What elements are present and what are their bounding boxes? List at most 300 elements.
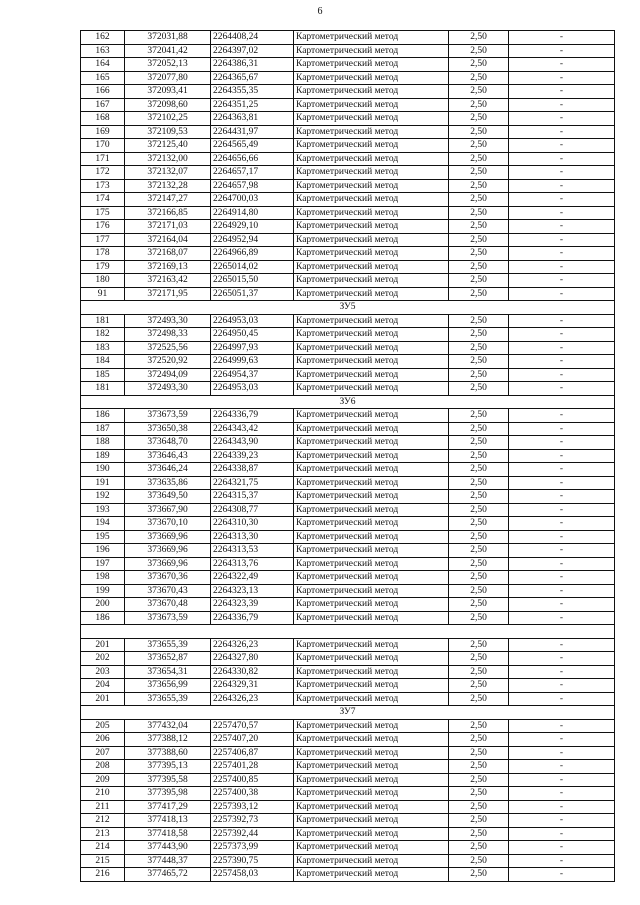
accuracy-cell: 2,50 — [449, 206, 509, 220]
section-header-row — [81, 395, 615, 409]
y-coordinate-cell: 2264330,82 — [211, 665, 294, 679]
accuracy-cell: 2,50 — [449, 692, 509, 706]
x-coordinate-cell: 377443,90 — [125, 841, 211, 855]
method-cell: Картометрический метод — [294, 125, 449, 139]
y-coordinate-cell: 2264953,03 — [211, 382, 294, 396]
accuracy-cell: 2,50 — [449, 530, 509, 544]
table-row — [81, 503, 615, 517]
method-cell: Картометрический метод — [294, 463, 449, 477]
note-cell: - — [509, 449, 615, 463]
point-number-cell: 164 — [81, 58, 125, 72]
x-coordinate-cell: 372493,30 — [125, 314, 211, 328]
table-row — [81, 125, 615, 139]
y-coordinate-cell: 2257401,28 — [211, 760, 294, 774]
note-cell: - — [509, 827, 615, 841]
note-cell: - — [509, 220, 615, 234]
table-row — [81, 166, 615, 180]
x-coordinate-cell: 373669,96 — [125, 557, 211, 571]
table-row — [81, 827, 615, 841]
accuracy-cell: 2,50 — [449, 611, 509, 625]
point-number-cell: 192 — [81, 490, 125, 504]
point-number-cell: 216 — [81, 868, 125, 882]
accuracy-cell: 2,50 — [449, 787, 509, 801]
note-cell: - — [509, 841, 615, 855]
note-cell: - — [509, 260, 615, 274]
table-row — [81, 463, 615, 477]
table-row — [81, 152, 615, 166]
x-coordinate-cell: 373670,43 — [125, 584, 211, 598]
note-cell: - — [509, 557, 615, 571]
table-row — [81, 854, 615, 868]
x-coordinate-cell: 373646,43 — [125, 449, 211, 463]
note-cell: - — [509, 355, 615, 369]
y-coordinate-cell: 2264321,75 — [211, 476, 294, 490]
point-number-cell: 202 — [81, 652, 125, 666]
x-coordinate-cell: 372041,42 — [125, 44, 211, 58]
note-cell: - — [509, 733, 615, 747]
note-cell: - — [509, 665, 615, 679]
note-cell: - — [509, 247, 615, 261]
method-cell: Картометрический метод — [294, 854, 449, 868]
accuracy-cell: 2,50 — [449, 719, 509, 733]
accuracy-cell: 2,50 — [449, 314, 509, 328]
note-cell: - — [509, 328, 615, 342]
method-cell: Картометрический метод — [294, 503, 449, 517]
x-coordinate-cell: 372166,85 — [125, 206, 211, 220]
table-row — [81, 58, 615, 72]
note-cell: - — [509, 719, 615, 733]
table-row — [81, 287, 615, 301]
accuracy-cell: 2,50 — [449, 571, 509, 585]
x-coordinate-cell: 377465,72 — [125, 868, 211, 882]
note-cell: - — [509, 490, 615, 504]
table-row — [81, 274, 615, 288]
x-coordinate-cell: 377418,58 — [125, 827, 211, 841]
table-row — [81, 841, 615, 855]
accuracy-cell: 2,50 — [449, 382, 509, 396]
accuracy-cell: 2,50 — [449, 584, 509, 598]
point-number-cell: 171 — [81, 152, 125, 166]
method-cell: Картометрический метод — [294, 436, 449, 450]
point-number-cell: 203 — [81, 665, 125, 679]
y-coordinate-cell: 2264313,53 — [211, 544, 294, 558]
accuracy-cell: 2,50 — [449, 490, 509, 504]
y-coordinate-cell: 2264322,49 — [211, 571, 294, 585]
table-row — [81, 760, 615, 774]
accuracy-cell: 2,50 — [449, 841, 509, 855]
x-coordinate-cell: 377448,37 — [125, 854, 211, 868]
method-cell: Картометрический метод — [294, 773, 449, 787]
table-row — [81, 247, 615, 261]
method-cell: Картометрический метод — [294, 58, 449, 72]
table-row — [81, 85, 615, 99]
accuracy-cell: 2,50 — [449, 638, 509, 652]
accuracy-cell: 2,50 — [449, 773, 509, 787]
x-coordinate-cell: 372132,07 — [125, 166, 211, 180]
x-coordinate-cell: 377395,58 — [125, 773, 211, 787]
y-coordinate-cell: 2264657,17 — [211, 166, 294, 180]
point-number-cell: 201 — [81, 638, 125, 652]
method-cell: Картометрический метод — [294, 719, 449, 733]
y-coordinate-cell: 2264999,63 — [211, 355, 294, 369]
point-number-cell: 214 — [81, 841, 125, 855]
y-coordinate-cell: 2257470,57 — [211, 719, 294, 733]
x-coordinate-cell: 377395,13 — [125, 760, 211, 774]
point-number-cell: 190 — [81, 463, 125, 477]
method-cell: Картометрический метод — [294, 247, 449, 261]
accuracy-cell: 2,50 — [449, 274, 509, 288]
x-coordinate-cell: 377395,98 — [125, 787, 211, 801]
note-cell: - — [509, 800, 615, 814]
method-cell: Картометрический метод — [294, 220, 449, 234]
point-number-cell: 188 — [81, 436, 125, 450]
method-cell: Картометрический метод — [294, 71, 449, 85]
x-coordinate-cell: 372498,33 — [125, 328, 211, 342]
point-number-cell: 212 — [81, 814, 125, 828]
method-cell: Картометрический метод — [294, 85, 449, 99]
accuracy-cell: 2,50 — [449, 652, 509, 666]
point-number-cell: 181 — [81, 382, 125, 396]
y-coordinate-cell: 2264953,03 — [211, 314, 294, 328]
note-cell: - — [509, 476, 615, 490]
x-coordinate-cell: 372163,42 — [125, 274, 211, 288]
table-row — [81, 31, 615, 45]
method-cell: Картометрический метод — [294, 152, 449, 166]
accuracy-cell: 2,50 — [449, 679, 509, 693]
x-coordinate-cell: 373667,90 — [125, 503, 211, 517]
section-header-row — [81, 625, 615, 639]
method-cell: Картометрический метод — [294, 584, 449, 598]
y-coordinate-cell: 2264952,94 — [211, 233, 294, 247]
point-number-cell: 177 — [81, 233, 125, 247]
method-cell: Картометрический метод — [294, 571, 449, 585]
method-cell: Картометрический метод — [294, 692, 449, 706]
table-row — [81, 436, 615, 450]
x-coordinate-cell: 372147,27 — [125, 193, 211, 207]
y-coordinate-cell: 2264408,24 — [211, 31, 294, 45]
table-row — [81, 220, 615, 234]
method-cell: Картометрический метод — [294, 166, 449, 180]
note-cell: - — [509, 98, 615, 112]
x-coordinate-cell: 372109,53 — [125, 125, 211, 139]
table-row — [81, 233, 615, 247]
y-coordinate-cell: 2264700,03 — [211, 193, 294, 207]
note-cell: - — [509, 517, 615, 531]
note-cell: - — [509, 233, 615, 247]
point-number-cell: 91 — [81, 287, 125, 301]
section-title: ЗУ7 — [81, 706, 615, 720]
accuracy-cell: 2,50 — [449, 125, 509, 139]
note-cell: - — [509, 166, 615, 180]
note-cell: - — [509, 314, 615, 328]
method-cell: Картометрический метод — [294, 598, 449, 612]
y-coordinate-cell: 2264323,39 — [211, 598, 294, 612]
point-number-cell: 179 — [81, 260, 125, 274]
table-row — [81, 679, 615, 693]
accuracy-cell: 2,50 — [449, 557, 509, 571]
x-coordinate-cell: 372132,00 — [125, 152, 211, 166]
accuracy-cell: 2,50 — [449, 800, 509, 814]
point-number-cell: 173 — [81, 179, 125, 193]
table-row — [81, 328, 615, 342]
point-number-cell: 180 — [81, 274, 125, 288]
accuracy-cell: 2,50 — [449, 247, 509, 261]
accuracy-cell: 2,50 — [449, 814, 509, 828]
point-number-cell: 191 — [81, 476, 125, 490]
y-coordinate-cell: 2257393,12 — [211, 800, 294, 814]
accuracy-cell: 2,50 — [449, 854, 509, 868]
y-coordinate-cell: 2264954,37 — [211, 368, 294, 382]
point-number-cell: 178 — [81, 247, 125, 261]
note-cell: - — [509, 58, 615, 72]
accuracy-cell: 2,50 — [449, 220, 509, 234]
note-cell: - — [509, 530, 615, 544]
coordinates-table — [80, 30, 615, 882]
table-row — [81, 773, 615, 787]
point-number-cell: 186 — [81, 611, 125, 625]
method-cell: Картометрический метод — [294, 328, 449, 342]
point-number-cell: 183 — [81, 341, 125, 355]
table-row — [81, 611, 615, 625]
y-coordinate-cell: 2264351,25 — [211, 98, 294, 112]
note-cell: - — [509, 760, 615, 774]
x-coordinate-cell: 372164,04 — [125, 233, 211, 247]
method-cell: Картометрический метод — [294, 733, 449, 747]
method-cell: Картометрический метод — [294, 382, 449, 396]
accuracy-cell: 2,50 — [449, 760, 509, 774]
note-cell: - — [509, 422, 615, 436]
accuracy-cell: 2,50 — [449, 503, 509, 517]
x-coordinate-cell: 373669,96 — [125, 530, 211, 544]
point-number-cell: 174 — [81, 193, 125, 207]
x-coordinate-cell: 372031,88 — [125, 31, 211, 45]
table-row — [81, 112, 615, 126]
accuracy-cell: 2,50 — [449, 436, 509, 450]
y-coordinate-cell: 2264363,81 — [211, 112, 294, 126]
point-number-cell: 182 — [81, 328, 125, 342]
accuracy-cell: 2,50 — [449, 368, 509, 382]
y-coordinate-cell: 2264343,42 — [211, 422, 294, 436]
y-coordinate-cell: 2264329,31 — [211, 679, 294, 693]
x-coordinate-cell: 373656,99 — [125, 679, 211, 693]
table-row — [81, 746, 615, 760]
x-coordinate-cell: 373670,10 — [125, 517, 211, 531]
x-coordinate-cell: 373655,39 — [125, 638, 211, 652]
point-number-cell: 205 — [81, 719, 125, 733]
table-row — [81, 409, 615, 423]
y-coordinate-cell: 2257400,38 — [211, 787, 294, 801]
note-cell: - — [509, 598, 615, 612]
point-number-cell: 198 — [81, 571, 125, 585]
accuracy-cell: 2,50 — [449, 193, 509, 207]
x-coordinate-cell: 373646,24 — [125, 463, 211, 477]
x-coordinate-cell: 377388,60 — [125, 746, 211, 760]
y-coordinate-cell: 2264326,23 — [211, 638, 294, 652]
page-number: 6 — [317, 6, 323, 17]
x-coordinate-cell: 373669,96 — [125, 544, 211, 558]
accuracy-cell: 2,50 — [449, 152, 509, 166]
method-cell: Картометрический метод — [294, 287, 449, 301]
table-row — [81, 490, 615, 504]
point-number-cell: 200 — [81, 598, 125, 612]
note-cell: - — [509, 112, 615, 126]
point-number-cell: 204 — [81, 679, 125, 693]
accuracy-cell: 2,50 — [449, 449, 509, 463]
table-row — [81, 368, 615, 382]
note-cell: - — [509, 139, 615, 153]
y-coordinate-cell: 2264355,35 — [211, 85, 294, 99]
y-coordinate-cell: 2264343,90 — [211, 436, 294, 450]
point-number-cell: 196 — [81, 544, 125, 558]
method-cell: Картометрический метод — [294, 652, 449, 666]
x-coordinate-cell: 372171,03 — [125, 220, 211, 234]
y-coordinate-cell: 2257392,73 — [211, 814, 294, 828]
section-title: ЗУ5 — [81, 301, 615, 315]
table-row — [81, 800, 615, 814]
table-row — [81, 44, 615, 58]
point-number-cell: 211 — [81, 800, 125, 814]
method-cell: Картометрический метод — [294, 841, 449, 855]
method-cell: Картометрический метод — [294, 274, 449, 288]
method-cell: Картометрический метод — [294, 422, 449, 436]
y-coordinate-cell: 2264339,23 — [211, 449, 294, 463]
method-cell: Картометрический метод — [294, 760, 449, 774]
note-cell: - — [509, 193, 615, 207]
table-row — [81, 314, 615, 328]
point-number-cell: 184 — [81, 355, 125, 369]
accuracy-cell: 2,50 — [449, 31, 509, 45]
note-cell: - — [509, 787, 615, 801]
note-cell: - — [509, 868, 615, 882]
table-row — [81, 179, 615, 193]
y-coordinate-cell: 2264656,66 — [211, 152, 294, 166]
method-cell: Картометрический метод — [294, 44, 449, 58]
accuracy-cell: 2,50 — [449, 328, 509, 342]
table-row — [81, 71, 615, 85]
y-coordinate-cell: 2264336,79 — [211, 611, 294, 625]
accuracy-cell: 2,50 — [449, 746, 509, 760]
point-number-cell: 165 — [81, 71, 125, 85]
point-number-cell: 169 — [81, 125, 125, 139]
method-cell: Картометрический метод — [294, 31, 449, 45]
note-cell: - — [509, 152, 615, 166]
accuracy-cell: 2,50 — [449, 476, 509, 490]
y-coordinate-cell: 2264431,97 — [211, 125, 294, 139]
point-number-cell: 181 — [81, 314, 125, 328]
y-coordinate-cell: 2257400,85 — [211, 773, 294, 787]
y-coordinate-cell: 2257458,03 — [211, 868, 294, 882]
y-coordinate-cell: 2265015,50 — [211, 274, 294, 288]
method-cell: Картометрический метод — [294, 746, 449, 760]
y-coordinate-cell: 2264326,23 — [211, 692, 294, 706]
y-coordinate-cell: 2264365,67 — [211, 71, 294, 85]
method-cell: Картометрический метод — [294, 544, 449, 558]
y-coordinate-cell: 2264308,77 — [211, 503, 294, 517]
method-cell: Картометрический метод — [294, 449, 449, 463]
method-cell: Картометрический метод — [294, 611, 449, 625]
point-number-cell: 166 — [81, 85, 125, 99]
accuracy-cell: 2,50 — [449, 71, 509, 85]
table-row — [81, 260, 615, 274]
table-row — [81, 139, 615, 153]
x-coordinate-cell: 373670,36 — [125, 571, 211, 585]
note-cell: - — [509, 854, 615, 868]
note-cell: - — [509, 463, 615, 477]
note-cell: - — [509, 409, 615, 423]
table-row — [81, 98, 615, 112]
table-row — [81, 638, 615, 652]
y-coordinate-cell: 2264327,80 — [211, 652, 294, 666]
x-coordinate-cell: 372052,13 — [125, 58, 211, 72]
y-coordinate-cell: 2264338,87 — [211, 463, 294, 477]
note-cell: - — [509, 679, 615, 693]
method-cell: Картометрический метод — [294, 517, 449, 531]
y-coordinate-cell: 2264336,79 — [211, 409, 294, 423]
method-cell: Картометрический метод — [294, 409, 449, 423]
y-coordinate-cell: 2257406,87 — [211, 746, 294, 760]
note-cell: - — [509, 382, 615, 396]
note-cell: - — [509, 611, 615, 625]
point-number-cell: 193 — [81, 503, 125, 517]
note-cell: - — [509, 31, 615, 45]
point-number-cell: 185 — [81, 368, 125, 382]
method-cell: Картометрический метод — [294, 98, 449, 112]
table-row — [81, 719, 615, 733]
note-cell: - — [509, 287, 615, 301]
method-cell: Картометрический метод — [294, 341, 449, 355]
accuracy-cell: 2,50 — [449, 58, 509, 72]
accuracy-cell: 2,50 — [449, 665, 509, 679]
x-coordinate-cell: 372132,28 — [125, 179, 211, 193]
table-row — [81, 733, 615, 747]
accuracy-cell: 2,50 — [449, 868, 509, 882]
point-number-cell: 162 — [81, 31, 125, 45]
y-coordinate-cell: 2264397,02 — [211, 44, 294, 58]
note-cell: - — [509, 206, 615, 220]
x-coordinate-cell: 377418,13 — [125, 814, 211, 828]
accuracy-cell: 2,50 — [449, 233, 509, 247]
table-row — [81, 544, 615, 558]
y-coordinate-cell: 2257373,99 — [211, 841, 294, 855]
accuracy-cell: 2,50 — [449, 260, 509, 274]
x-coordinate-cell: 373673,59 — [125, 611, 211, 625]
point-number-cell: 213 — [81, 827, 125, 841]
accuracy-cell: 2,50 — [449, 733, 509, 747]
accuracy-cell: 2,50 — [449, 98, 509, 112]
table-row — [81, 341, 615, 355]
point-number-cell: 167 — [81, 98, 125, 112]
accuracy-cell: 2,50 — [449, 827, 509, 841]
y-coordinate-cell: 2264310,30 — [211, 517, 294, 531]
section-title — [81, 625, 615, 639]
note-cell: - — [509, 692, 615, 706]
table-row — [81, 665, 615, 679]
table-row — [81, 422, 615, 436]
method-cell: Картометрический метод — [294, 679, 449, 693]
x-coordinate-cell: 373670,48 — [125, 598, 211, 612]
method-cell: Картометрический метод — [294, 557, 449, 571]
y-coordinate-cell: 2264914,80 — [211, 206, 294, 220]
x-coordinate-cell: 372168,07 — [125, 247, 211, 261]
accuracy-cell: 2,50 — [449, 179, 509, 193]
x-coordinate-cell: 373650,38 — [125, 422, 211, 436]
section-header-row — [81, 706, 615, 720]
note-cell: - — [509, 571, 615, 585]
x-coordinate-cell: 377432,04 — [125, 719, 211, 733]
table-row — [81, 584, 615, 598]
table-row — [81, 557, 615, 571]
method-cell: Картометрический метод — [294, 112, 449, 126]
